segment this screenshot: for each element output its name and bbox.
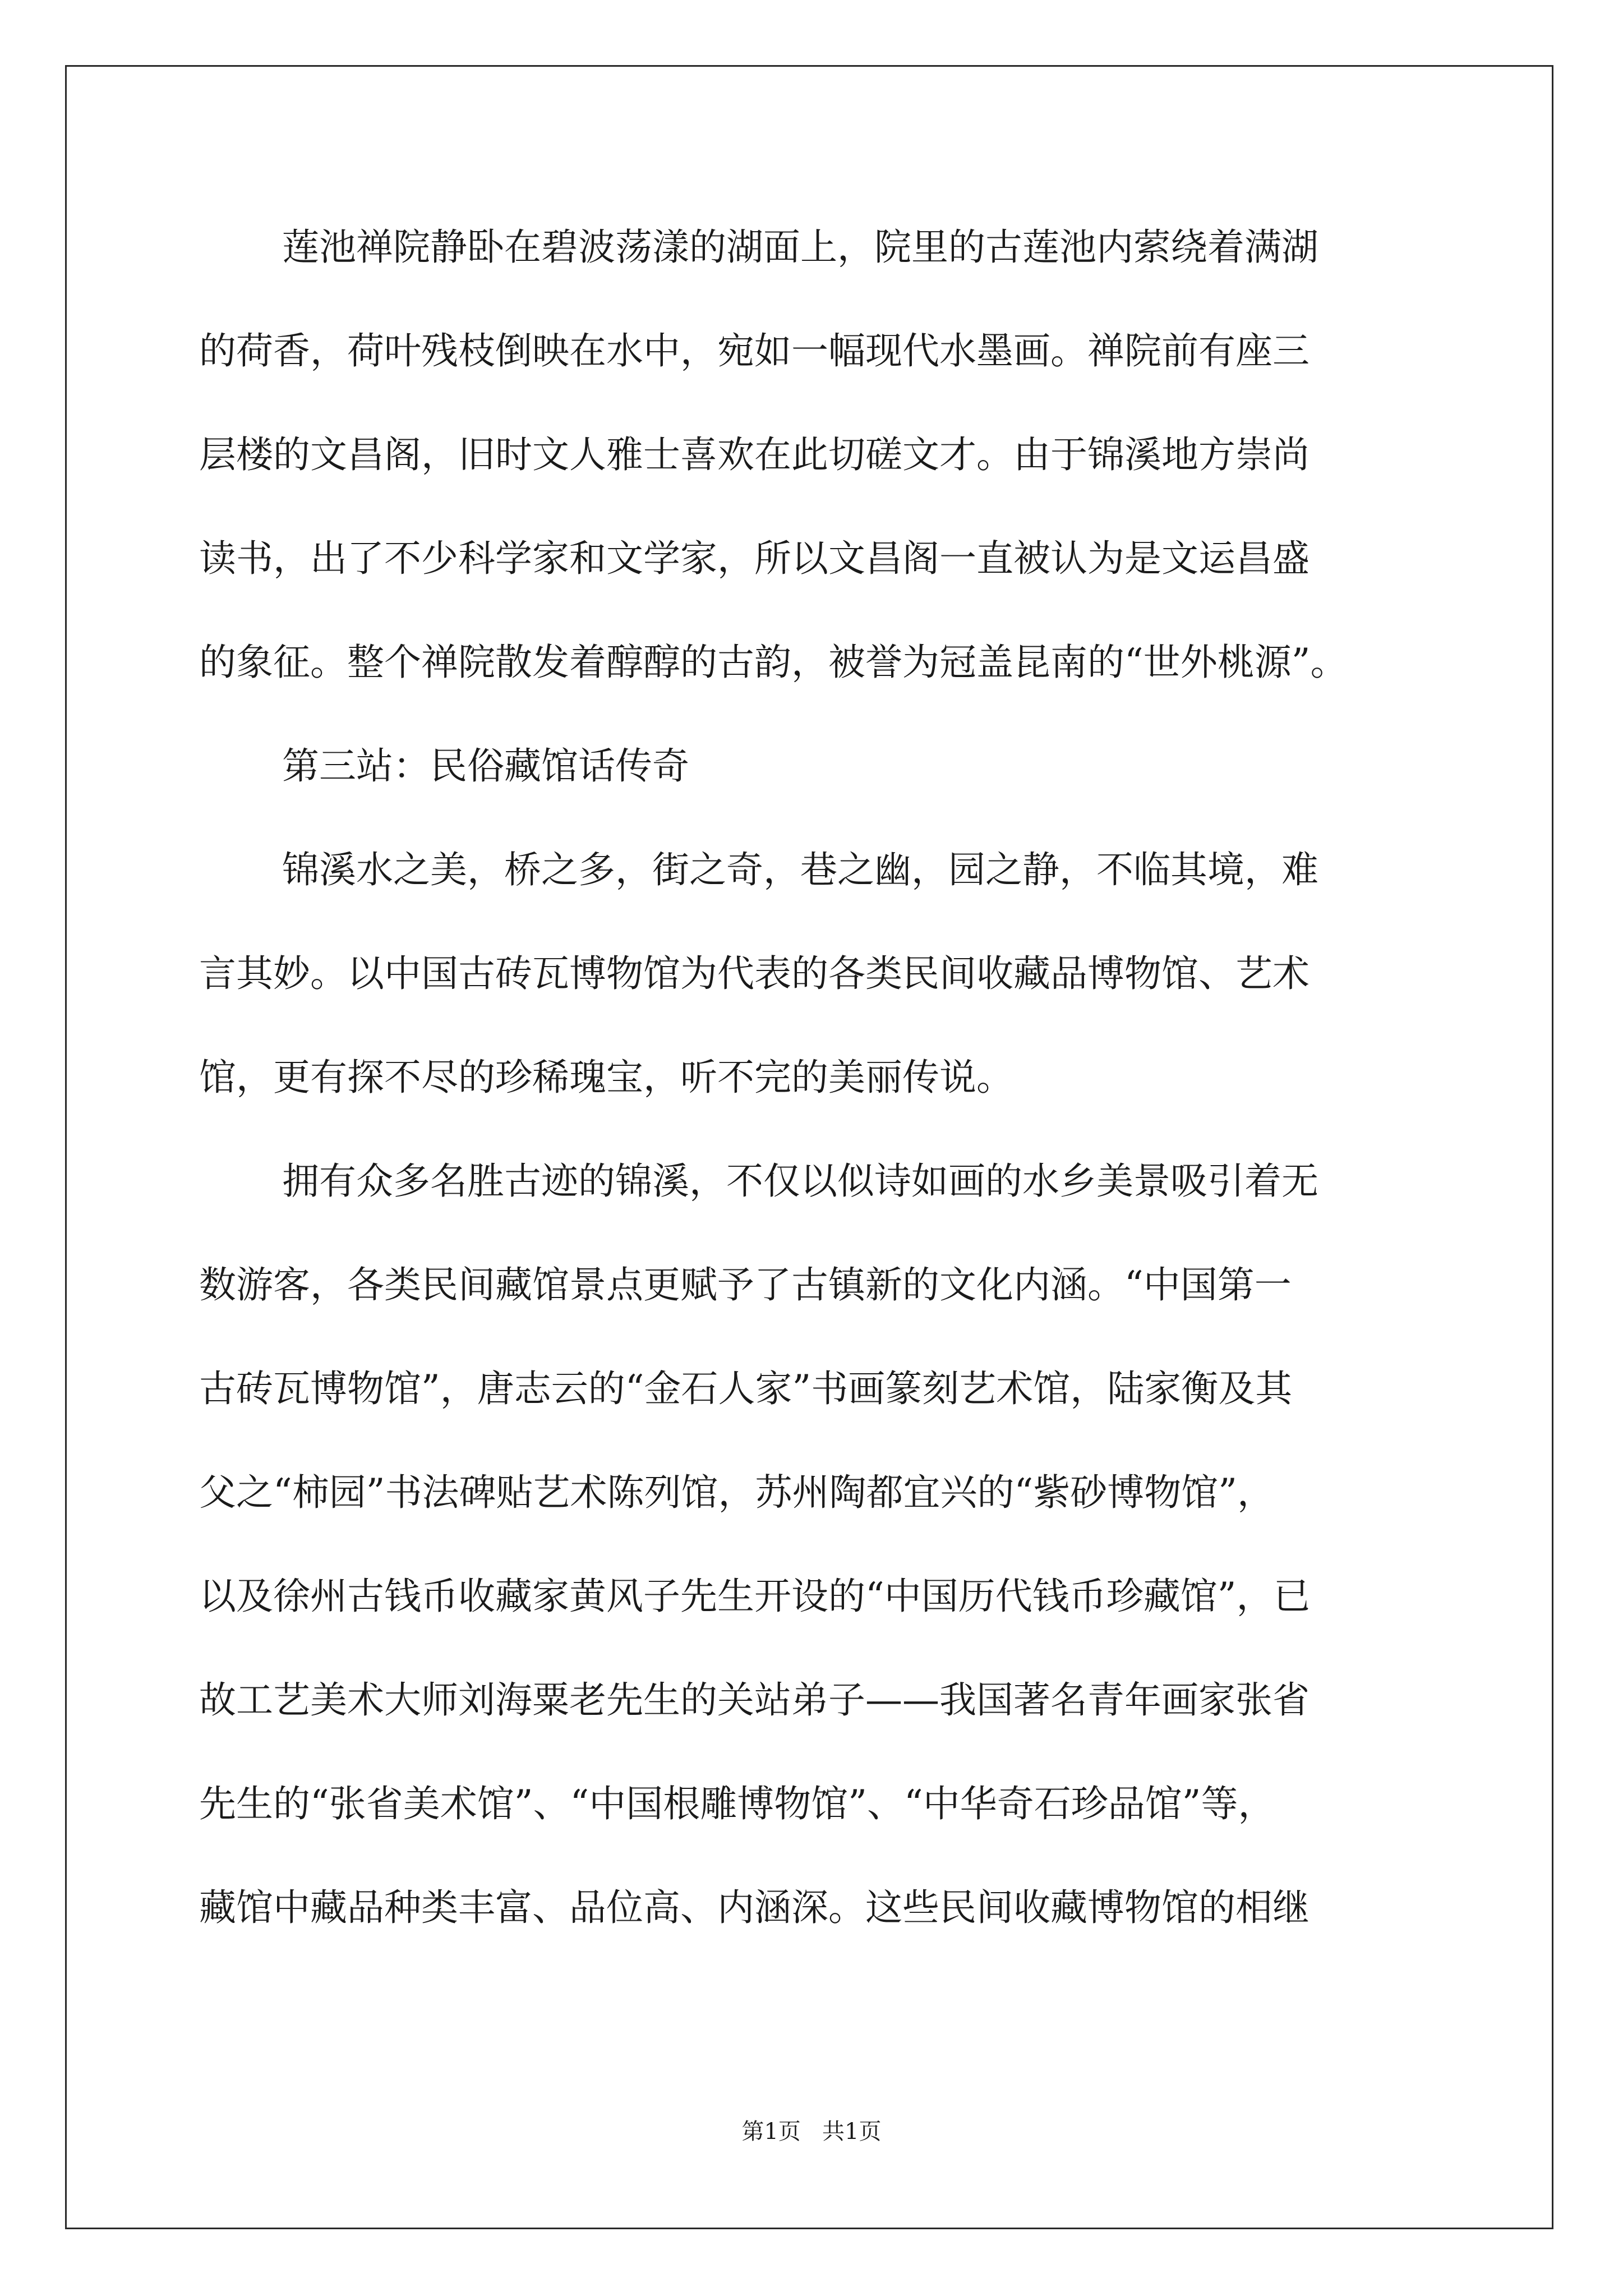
paragraph-line: 层楼的文昌阁，旧时文人雅士喜欢在此切磋文才。由于锦溪地方崇尚 [199,433,1310,476]
paragraph-line: 馆，更有探不尽的珍稀瑰宝，听不完的美丽传说。 [199,1056,1013,1099]
paragraph-line: 读书，出了不少科学家和文学家，所以文昌阁一直被认为是文运昌盛 [199,537,1310,580]
paragraph-first-line: 莲池禅院静卧在碧波荡漾的湖面上，院里的古莲池内萦绕着满湖 [282,226,1318,269]
paragraph-line: 的荷香，荷叶残枝倒映在水中，宛如一幅现代水墨画。禅院前有座三 [199,329,1310,372]
paragraph-line: 故工艺美术大师刘海粟老先生的关站弟子——我国著名青年画家张省 [199,1678,1310,1722]
page-footer: 第1页 共1页 [741,2119,882,2145]
paragraph-line: 藏馆中藏品种类丰富、品位高、内涵深。这些民间收藏博物馆的相继 [199,1886,1310,1929]
paragraph-first-line: 第三站：民俗藏馆话传奇 [282,744,689,788]
document-body [199,195,1472,1959]
paragraph-line: 古砖瓦博物馆”，唐志云的“金石人家”书画篆刻艺术馆，陆家衡及其 [199,1367,1293,1410]
paragraph-line: 先生的“张省美术馆”、“中国根雕博物馆”、“中华奇石珍品馆”等， [199,1782,1275,1825]
paragraph-line: 言其妙。以中国古砖瓦博物馆为代表的各类民间收藏品博物馆、艺术 [199,952,1310,995]
paragraph-line: 的象征。整个禅院散发着醇醇的古韵，被誉为冠盖昆南的“世外桃源”。 [199,641,1348,684]
paragraph-first-line: 拥有众多名胜古迹的锦溪，不仅以似诗如画的水乡美景吸引着无 [282,1159,1318,1203]
paragraph-first-line: 锦溪水之美，桥之多，街之奇，巷之幽，园之静，不临其境，难 [282,848,1318,891]
paragraph-line: 父之“柿园”书法碑贴艺术陈列馆，苏州陶都宜兴的“紫砂博物馆”， [199,1471,1274,1514]
paragraph-line: 数游客，各类民间藏馆景点更赋予了古镇新的文化内涵。“中国第一 [199,1263,1292,1306]
paragraph-line: 以及徐州古钱币收藏家黄风子先生开设的“中国历代钱币珍藏馆”，已 [199,1575,1311,1618]
